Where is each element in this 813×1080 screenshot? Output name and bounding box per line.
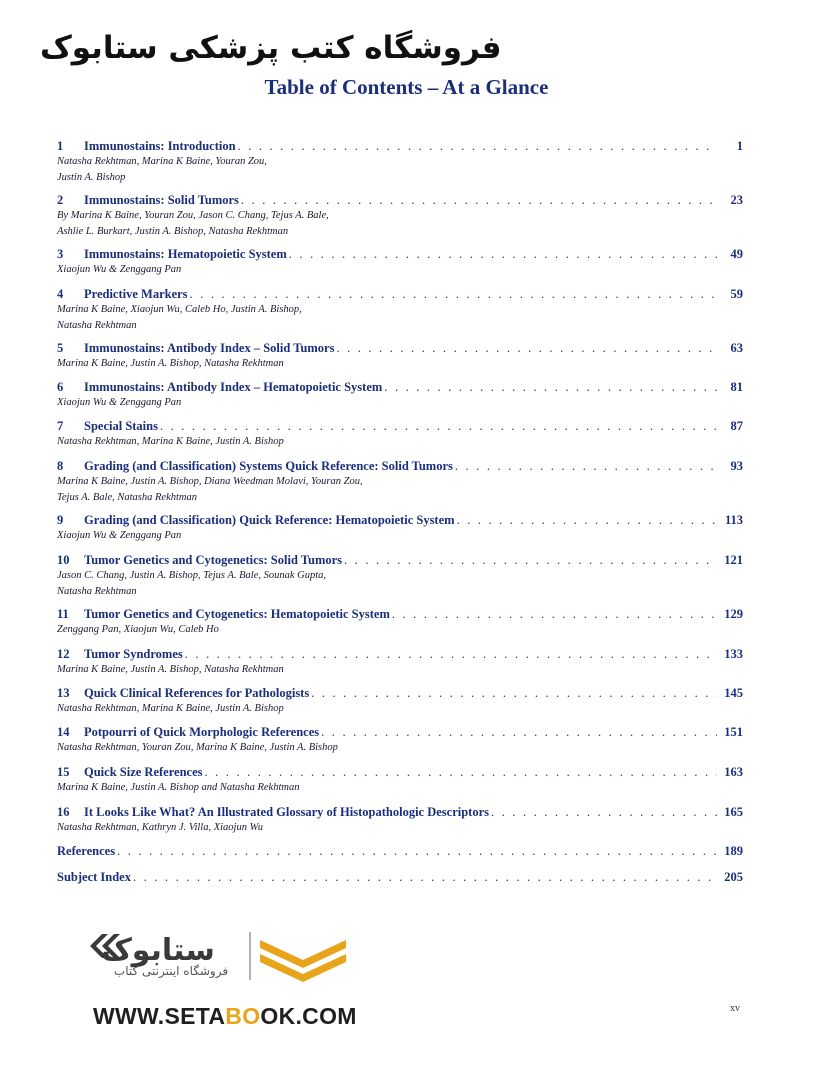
chapter-authors: Justin A. Bishop <box>57 171 126 183</box>
page-number-link[interactable]: 63 <box>730 341 743 355</box>
logo-url-accent: BO <box>225 1003 261 1029</box>
page-number-link[interactable]: 1 <box>736 139 743 153</box>
page-number-link[interactable]: 165 <box>724 805 743 819</box>
chapter-authors: Natasha Rekhtman, Youran Zou, Marina K Baine, Justin A. Bishop <box>57 742 338 753</box>
toc-entry-line[interactable] <box>57 138 743 154</box>
toc-entry-line[interactable] <box>57 804 743 820</box>
chapter-title-link[interactable]: Immunostains: Antibody Index – Solid Tumors <box>84 341 335 355</box>
chapter-title-link[interactable]: Predictive Markers <box>84 287 188 301</box>
chapter-title-link[interactable]: Grading (and Classification) Systems Quick Reference: Solid Tumors <box>84 459 453 473</box>
chapter-authors: Marina K Baine, Justin A. Bishop, Natasha Rekhtman <box>57 358 284 369</box>
toc-entry-line[interactable] <box>57 843 743 859</box>
dot-leader <box>311 685 717 701</box>
page-number-link[interactable]: 205 <box>724 870 743 884</box>
dot-leader <box>491 804 717 820</box>
toc-entry[interactable] <box>57 552 743 599</box>
toc-entry[interactable] <box>57 843 743 859</box>
chapter-number: 6 <box>57 380 64 394</box>
page-number-link[interactable]: 49 <box>730 247 743 261</box>
toc-entry[interactable] <box>57 458 743 505</box>
chapter-number: 16 <box>57 805 70 819</box>
page-number-link[interactable]: 151 <box>724 725 743 739</box>
chapter-title-link[interactable]: Tumor Genetics and Cytogenetics: Hematopoietic System <box>84 607 390 621</box>
page-number-link[interactable]: 129 <box>724 607 743 621</box>
page-number-link[interactable]: 113 <box>724 513 743 527</box>
toc-entry-line[interactable] <box>57 724 743 740</box>
chapter-number: 9 <box>57 513 64 527</box>
logo-url[interactable] <box>93 1003 357 1030</box>
toc-entry-line[interactable] <box>57 418 743 434</box>
logo-persian-tagline: فروشگاه اینترنتی کتاب <box>113 964 229 978</box>
dot-leader <box>133 869 717 885</box>
chapter-title-link[interactable]: Grading (and Classification) Quick Reference: Hematopoietic System <box>84 513 455 527</box>
toc-entry[interactable] <box>57 138 743 185</box>
toc-entry-line[interactable] <box>57 458 743 474</box>
brand-persian-logotype: ستابوک <box>101 933 215 968</box>
dot-leader <box>160 418 717 434</box>
dot-leader <box>336 340 717 356</box>
page-number-link[interactable]: 133 <box>724 647 743 661</box>
chapter-title-link[interactable]: Quick Size References <box>84 765 203 779</box>
page-number-link[interactable]: 189 <box>724 844 743 858</box>
chapter-number: 1 <box>57 139 64 153</box>
dot-leader <box>238 138 717 154</box>
toc-entry-line[interactable] <box>57 340 743 356</box>
chapter-authors: Tejus A. Bale, Natasha Rekhtman <box>57 491 197 503</box>
chapter-authors: Marina K Baine, Justin A. Bishop, Diana Weedman Molavi, Youran Zou, <box>57 476 363 487</box>
page-title: Table of Contents – At a Glance <box>264 75 549 99</box>
chapter-title-link[interactable]: Tumor Syndromes <box>84 647 183 661</box>
toc-entry[interactable] <box>57 764 743 796</box>
chapter-authors: Natasha Rekhtman <box>57 585 137 597</box>
dot-leader <box>457 512 717 528</box>
chapter-title-link[interactable]: Immunostains: Solid Tumors <box>84 193 239 207</box>
chapter-title-link[interactable]: Tumor Genetics and Cytogenetics: Solid Tumors <box>84 553 343 567</box>
toc-entry-line[interactable] <box>57 646 743 662</box>
toc-entry[interactable] <box>57 246 743 278</box>
chapter-authors: Natasha Rekhtman, Kathryn J. Villa, Xiaojun Wu <box>57 822 263 833</box>
chapter-number: 10 <box>57 553 70 567</box>
toc-entry[interactable] <box>57 418 743 450</box>
chapter-number: 4 <box>57 287 64 301</box>
page-number-link[interactable]: 163 <box>724 765 743 779</box>
chapter-title-link[interactable]: Potpourri of Quick Morphologic References <box>84 725 320 739</box>
chapter-title-link[interactable]: Immunostains: Antibody Index – Hematopoietic System <box>84 380 383 394</box>
store-header: فروشگاه کتب پزشکی ستابوک <box>40 30 502 66</box>
chapter-authors: Natasha Rekhtman, Marina K Baine, Youran Zou, <box>57 156 267 167</box>
chapter-title-link[interactable]: Quick Clinical References for Pathologists <box>84 686 310 700</box>
chapter-number: 7 <box>57 419 64 433</box>
chapter-authors: Xiaojun Wu & Zenggang Pan <box>57 264 182 275</box>
toc-entry[interactable] <box>57 646 743 678</box>
book-stack-icon <box>260 940 346 982</box>
toc-entry-line[interactable] <box>57 764 743 780</box>
chapter-number: 13 <box>57 686 70 700</box>
logo-url-part: WWW.SETA <box>93 1003 226 1029</box>
page-number-link[interactable]: 87 <box>730 419 743 433</box>
dot-leader <box>392 606 717 622</box>
toc-entry[interactable] <box>57 286 743 333</box>
dot-leader <box>185 646 717 662</box>
chapter-authors: Marina K Baine, Justin A. Bishop, Natasha Rekhtman <box>57 664 284 675</box>
chapter-authors: Xiaojun Wu & Zenggang Pan <box>57 530 182 541</box>
dot-leader <box>205 764 718 780</box>
chapter-number: 8 <box>57 459 64 473</box>
chapter-number: 5 <box>57 341 64 355</box>
page-number-link[interactable]: 23 <box>730 193 743 207</box>
toc-entry[interactable] <box>57 724 743 756</box>
page-number-link[interactable]: 93 <box>730 459 743 473</box>
toc-entry-line[interactable] <box>57 286 743 302</box>
toc-entry[interactable] <box>57 512 743 544</box>
dot-leader <box>117 843 717 859</box>
toc-entry[interactable] <box>57 685 743 717</box>
chapter-title-link[interactable]: Immunostains: Introduction <box>84 139 236 153</box>
chapter-authors: Natasha Rekhtman, Marina K Baine, Justin A. Bishop <box>57 436 284 447</box>
dot-leader <box>289 246 717 262</box>
chapter-title-link[interactable]: It Looks Like What? An Illustrated Glossary of Histopathologic Descriptors <box>84 805 489 819</box>
dot-leader <box>384 379 717 395</box>
chapter-authors: Marina K Baine, Justin A. Bishop and Natasha Rekhtman <box>57 782 300 793</box>
dot-leader <box>321 724 717 740</box>
toc-entry-line[interactable] <box>57 512 743 528</box>
toc-entry[interactable] <box>57 804 743 836</box>
toc-entry[interactable] <box>57 869 743 885</box>
toc-entry[interactable] <box>57 340 743 372</box>
dot-leader <box>455 458 717 474</box>
chapter-number: 15 <box>57 765 70 779</box>
dot-leader <box>344 552 717 568</box>
toc-entry-line[interactable] <box>57 192 743 208</box>
chapter-title-link[interactable]: Special Stains <box>84 419 158 433</box>
chapter-authors: Marina K Baine, Xiaojun Wu, Caleb Ho, Justin A. Bishop, <box>57 304 302 315</box>
chapter-title-link[interactable]: Immunostains: Hematopoietic System <box>84 247 287 261</box>
toc-entry-line[interactable] <box>57 685 743 701</box>
chapter-title-link[interactable]: Subject Index <box>57 870 131 884</box>
page-number-link[interactable]: 59 <box>730 287 743 301</box>
toc-entry-line[interactable] <box>57 869 743 885</box>
chapter-authors: Xiaojun Wu & Zenggang Pan <box>57 397 182 408</box>
chapter-authors: Natasha Rekhtman, Marina K Baine, Justin A. Bishop <box>57 703 284 714</box>
chapter-title-link[interactable]: References <box>57 844 116 858</box>
chapter-authors: By Marina K Baine, Youran Zou, Jason C. Chang, Tejus A. Bale, <box>57 210 329 221</box>
chapter-authors: Jason C. Chang, Justin A. Bishop, Tejus A. Bale, Sounak Gupta, <box>57 570 327 581</box>
toc-entry[interactable] <box>57 606 743 638</box>
logo-url-part: OK.COM <box>260 1003 357 1029</box>
dot-leader <box>190 286 717 302</box>
chapter-number: 3 <box>57 247 64 261</box>
chapter-number: 14 <box>57 725 70 739</box>
chapter-authors: Natasha Rekhtman <box>57 319 137 331</box>
toc-entry[interactable] <box>57 379 743 411</box>
chapter-authors: Zenggang Pan, Xiaojun Wu, Caleb Ho <box>57 624 219 635</box>
toc-entry-line[interactable] <box>57 379 743 395</box>
dot-leader <box>241 192 717 208</box>
page-number: xv <box>730 1003 740 1014</box>
toc-entry-line[interactable] <box>57 606 743 622</box>
chapter-number: 2 <box>57 193 64 207</box>
page-number-link[interactable]: 121 <box>724 553 743 567</box>
toc-entry[interactable] <box>57 192 743 239</box>
page-number-link[interactable]: 81 <box>730 380 743 394</box>
chapter-authors: Ashlie L. Burkart, Justin A. Bishop, Natasha Rekhtman <box>57 225 289 237</box>
page-number-link[interactable]: 145 <box>724 686 743 700</box>
chapter-number: 12 <box>57 647 70 661</box>
toc-entry-line[interactable] <box>57 552 743 568</box>
chapter-number: 11 <box>57 607 69 621</box>
toc-entry-line[interactable] <box>57 246 743 262</box>
